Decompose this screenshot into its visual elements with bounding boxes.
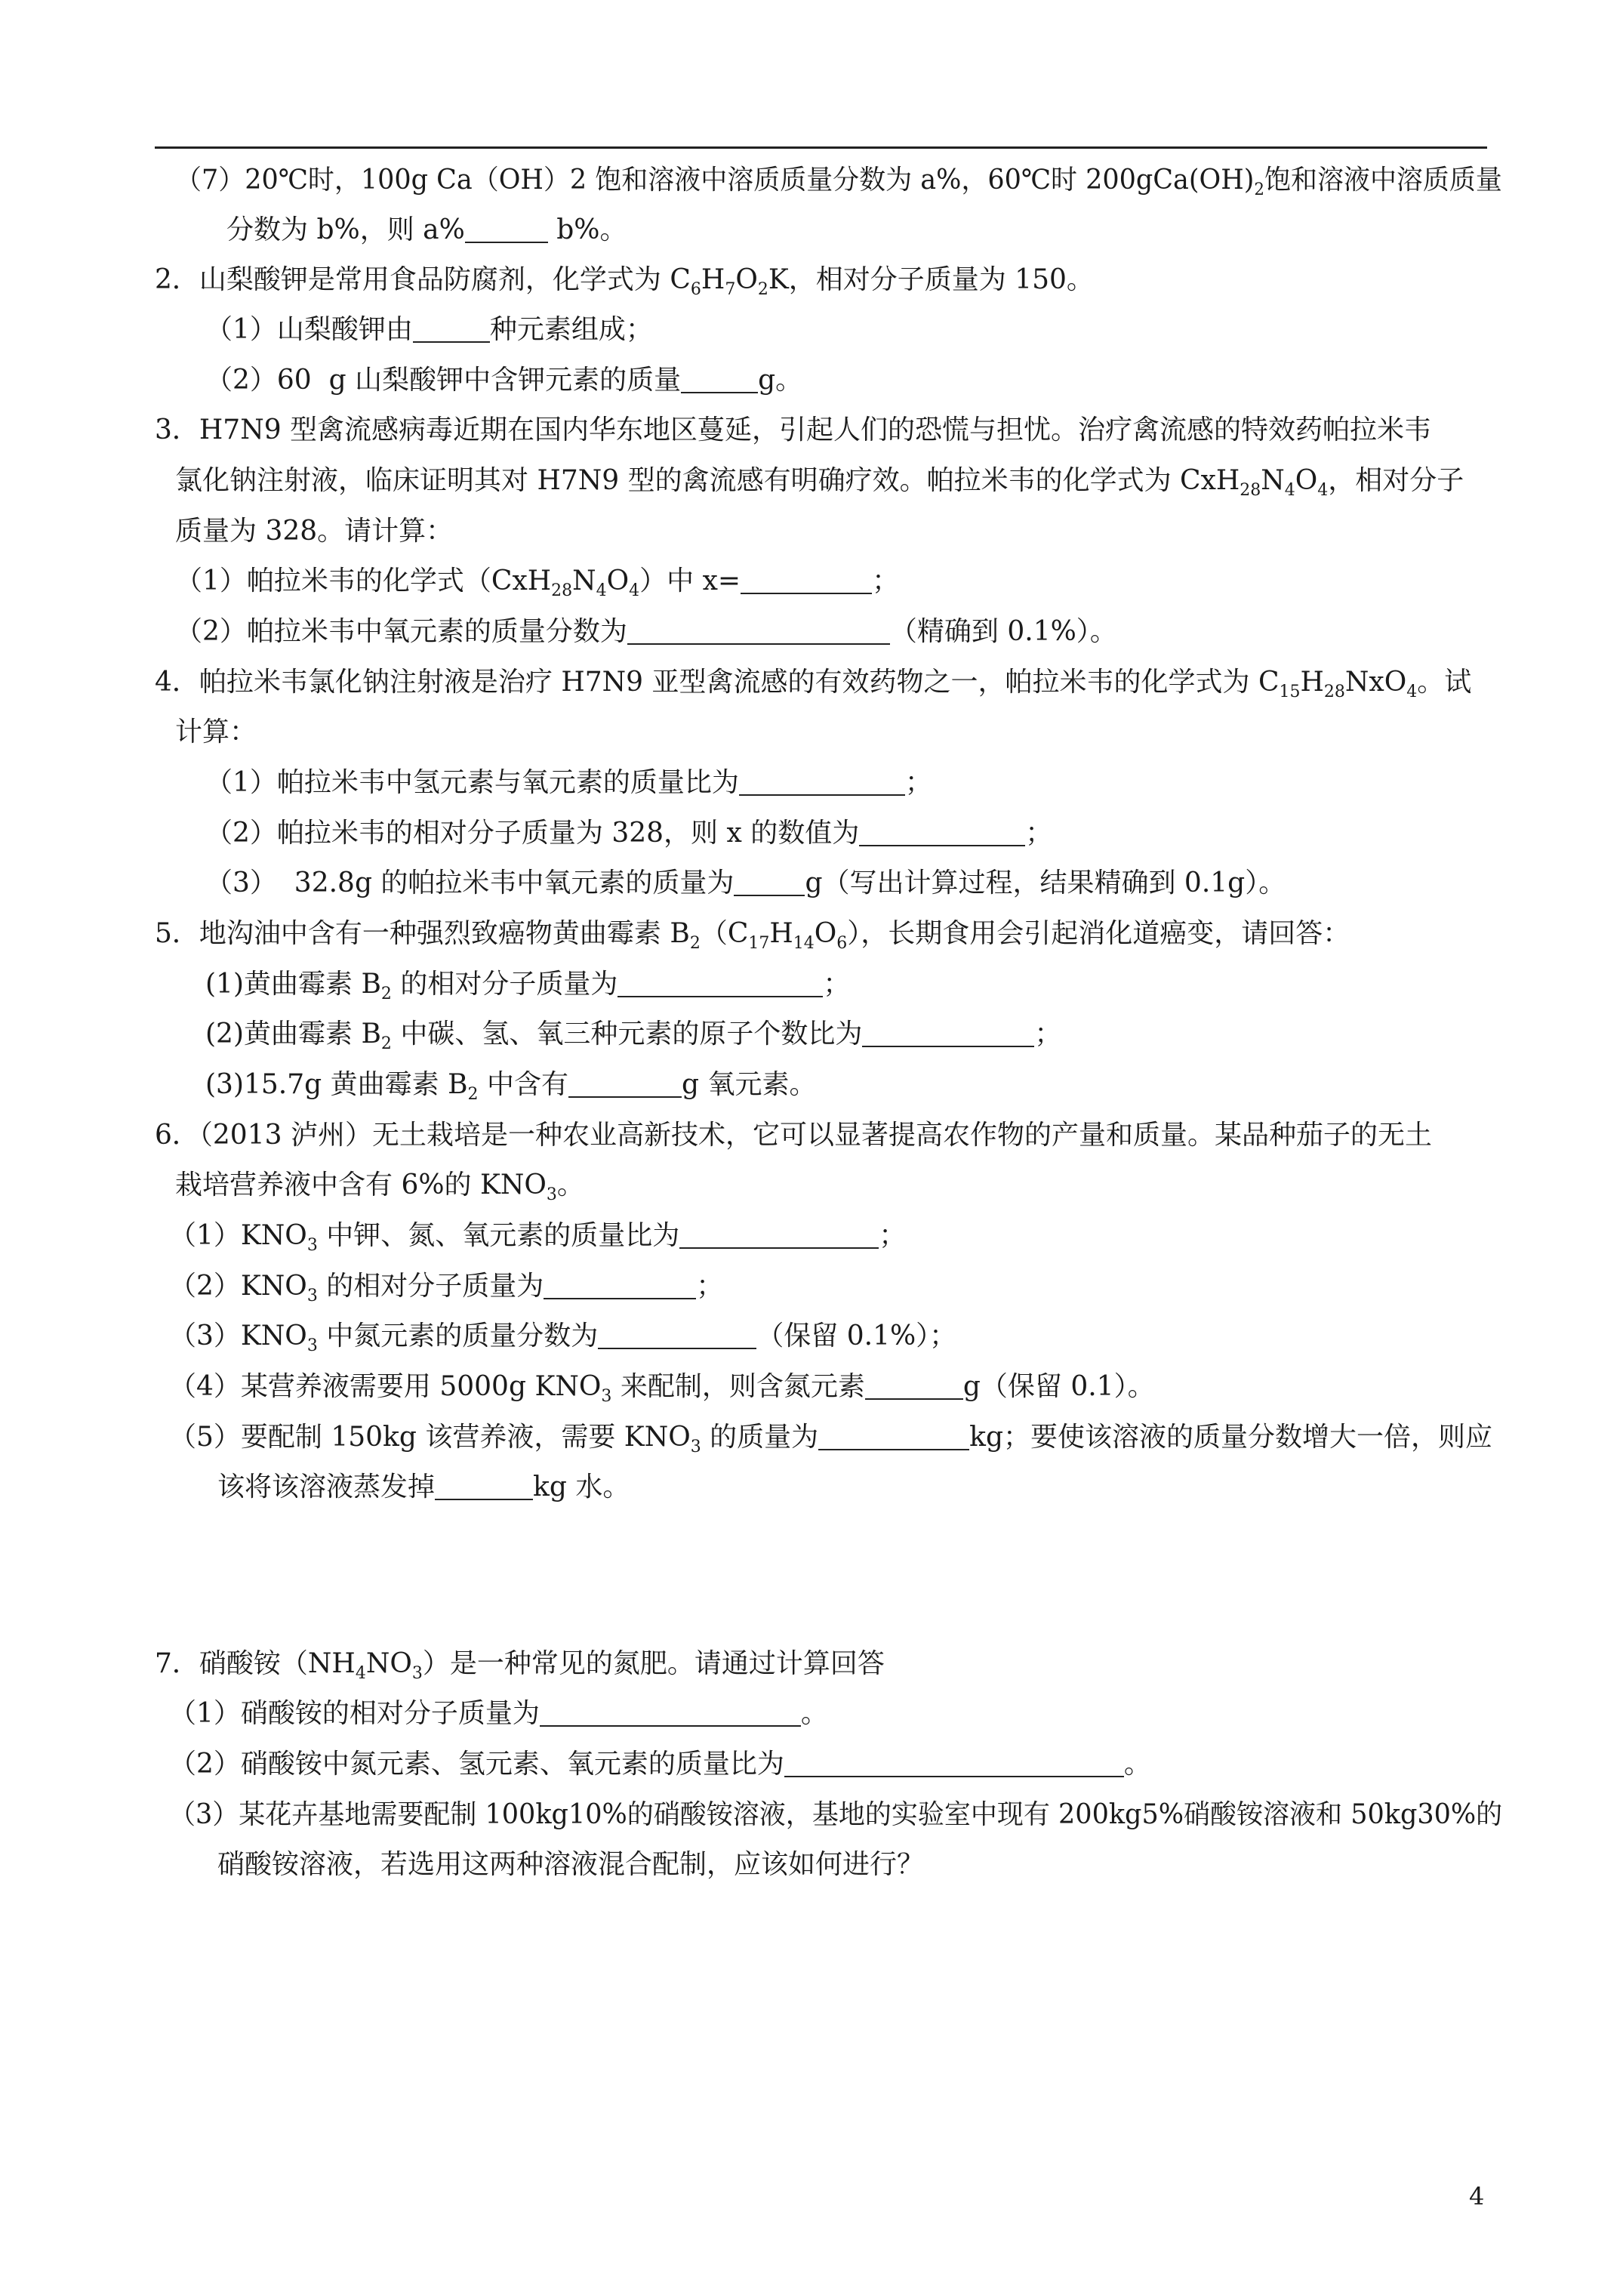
q1-part7-line1: （7）20℃时，100g Ca（OH）2 饱和溶液中溶质质量分数为 a%，60℃时 $200gCa(OH)_2$饱和溶液中溶质质量 xyxy=(175,165,1502,199)
answer-blank[interactable] xyxy=(617,967,823,997)
answer-blank[interactable] xyxy=(739,766,905,796)
q4-stem-line1: 4．帕拉米韦氯化钠注射液是治疗 H7N9 亚型禽流感的有效药物之一，帕拉米韦的化学式为 $C_{15}H_{28}NxO_4$。试 xyxy=(155,667,1472,701)
answer-blank[interactable] xyxy=(598,1319,756,1349)
q2-part2: （2）60 g 山梨酸钾中含钾元素的质量 g。 xyxy=(205,365,803,396)
answer-blank[interactable] xyxy=(681,363,758,393)
answer-blank[interactable] xyxy=(627,615,890,645)
q7-part1: （1）硝酸铵的相对分子质量为 。 xyxy=(169,1698,828,1729)
q6-part4: （4）某营养液需要用 5000g $KNO_3$ 来配制，则含氮元素 g（保留 0.1）。 xyxy=(169,1371,1155,1406)
q7-part3-line1: （3）某花卉基地需要配制 100kg10%的硝酸铵溶液，基地的实验室中现有 200kg5%硝酸铵溶液和 50kg30%的 xyxy=(169,1799,1503,1830)
header-rule xyxy=(155,146,1487,149)
answer-blank[interactable] xyxy=(818,1420,969,1450)
q3-part1: （1）帕拉米韦的化学式$(CxH_{28}N_4O_4)$中 x= ； xyxy=(175,566,900,600)
q5-stem: 5．地沟油中含有一种强烈致癌物黄曲霉素 $B_2(C_{17}H_{14}O_6)$，长期食用会引起消化道癌变，请回答： xyxy=(155,918,1350,953)
q6-part3: $(3)KNO_3$ 中氮元素的质量分数为 （保留 0.1%）； xyxy=(169,1321,957,1355)
q7-part2: （2）硝酸铵中氮元素、氢元素、氧元素的质量比为 。 xyxy=(169,1749,1151,1780)
answer-blank[interactable] xyxy=(859,816,1025,846)
q1-part7-line2: 分数为 b%，则 a% b%。 xyxy=(226,214,627,245)
answer-blank[interactable] xyxy=(862,1017,1034,1047)
answer-blank[interactable] xyxy=(413,313,490,343)
q4-part1: （1）帕拉米韦中氢元素与氧元素的质量比为 ； xyxy=(205,767,932,798)
answer-blank[interactable] xyxy=(865,1370,963,1400)
page-number: 4 xyxy=(1469,2182,1485,2211)
q3-stem-line2: 氯化钠注射液，临床证明其对 H7N9 型的禽流感有明确疗效。帕拉米韦的化学式为 $CxH_{28}N_4O_4$，相对分子 xyxy=(175,465,1464,500)
q6-part1: $(1)KNO_3$ 中钾、氮、氧元素的质量比为 ； xyxy=(169,1220,907,1255)
q7-stem: 7．硝酸铵$(NH_4NO_3)$是一种常见的氮肥。请通过计算回答 xyxy=(155,1648,885,1683)
answer-blank[interactable] xyxy=(734,866,805,896)
answer-blank[interactable] xyxy=(679,1219,879,1249)
q6-part5-line2: 该将该溶液蒸发掉 kg 水。 xyxy=(217,1472,630,1502)
q6-part5-line1: （5）要配制 150kg 该营养液，需要 $KNO_3$ 的质量为 kg；要使该溶液的质量分数增大一倍，则应 xyxy=(169,1422,1493,1456)
q6-part2: $(2)KNO_3$ 的相对分子质量为 ； xyxy=(169,1271,724,1305)
q4-part2: （2）帕拉米韦的相对分子质量为 328，则 x 的数值为 ； xyxy=(205,818,1053,849)
q6-stem-line2: 栽培营养液中含有 6%的 $KNO_3$。 xyxy=(175,1170,584,1204)
q3-stem-line1: 3．H7N9 型禽流感病毒近期在国内华东地区蔓延，引起人们的恐慌与担忧。治疗禽流感的特效药帕拉米韦 xyxy=(155,415,1432,445)
answer-blank[interactable] xyxy=(568,1068,682,1098)
answer-blank[interactable] xyxy=(540,1697,801,1727)
q2-part1: （1）山梨酸钾由 种元素组成； xyxy=(205,314,653,345)
q5-part1: (1)黄曲霉素 $B_2$ 的相对分子质量为 ； xyxy=(205,969,851,1003)
q3-stem-line3: 质量为 328。请计算： xyxy=(175,516,454,547)
q6-stem-line1: 6．（2013 泸州）无土栽培是一种农业高新技术，它可以显著提高农作物的产量和质量。某品种茄子的无土 xyxy=(155,1120,1432,1151)
q3-part2: （2）帕拉米韦中氧元素的质量分数为 （精确到 0.1%）。 xyxy=(175,616,1117,647)
q2-stem: 2．山梨酸钾是常用食品防腐剂，化学式为 $C_6H_7O_2K$，相对分子质量为 150。 xyxy=(155,264,1094,299)
answer-blank[interactable] xyxy=(465,213,548,243)
q5-part3: (3)15.7g 黄曲霉素 $B_2$ 中含有 g 氧元素。 xyxy=(205,1069,817,1104)
q4-part3: （3） 32.8g 的帕拉米韦中氧元素的质量为 g（写出计算过程，结果精确到 0.1g）。 xyxy=(205,868,1286,898)
answer-blank[interactable] xyxy=(544,1269,696,1299)
q5-part2: (2)黄曲霉素 $B_2$ 中碳、氢、氧三种元素的原子个数比为 ； xyxy=(205,1019,1062,1053)
q4-stem-line2: 计算： xyxy=(175,717,257,747)
q7-part3-line2: 硝酸铵溶液，若选用这两种溶液混合配制，应该如何进行？ xyxy=(217,1849,925,1880)
answer-blank[interactable] xyxy=(784,1747,1124,1777)
answer-blank[interactable] xyxy=(741,564,872,594)
answer-blank[interactable] xyxy=(435,1470,533,1500)
